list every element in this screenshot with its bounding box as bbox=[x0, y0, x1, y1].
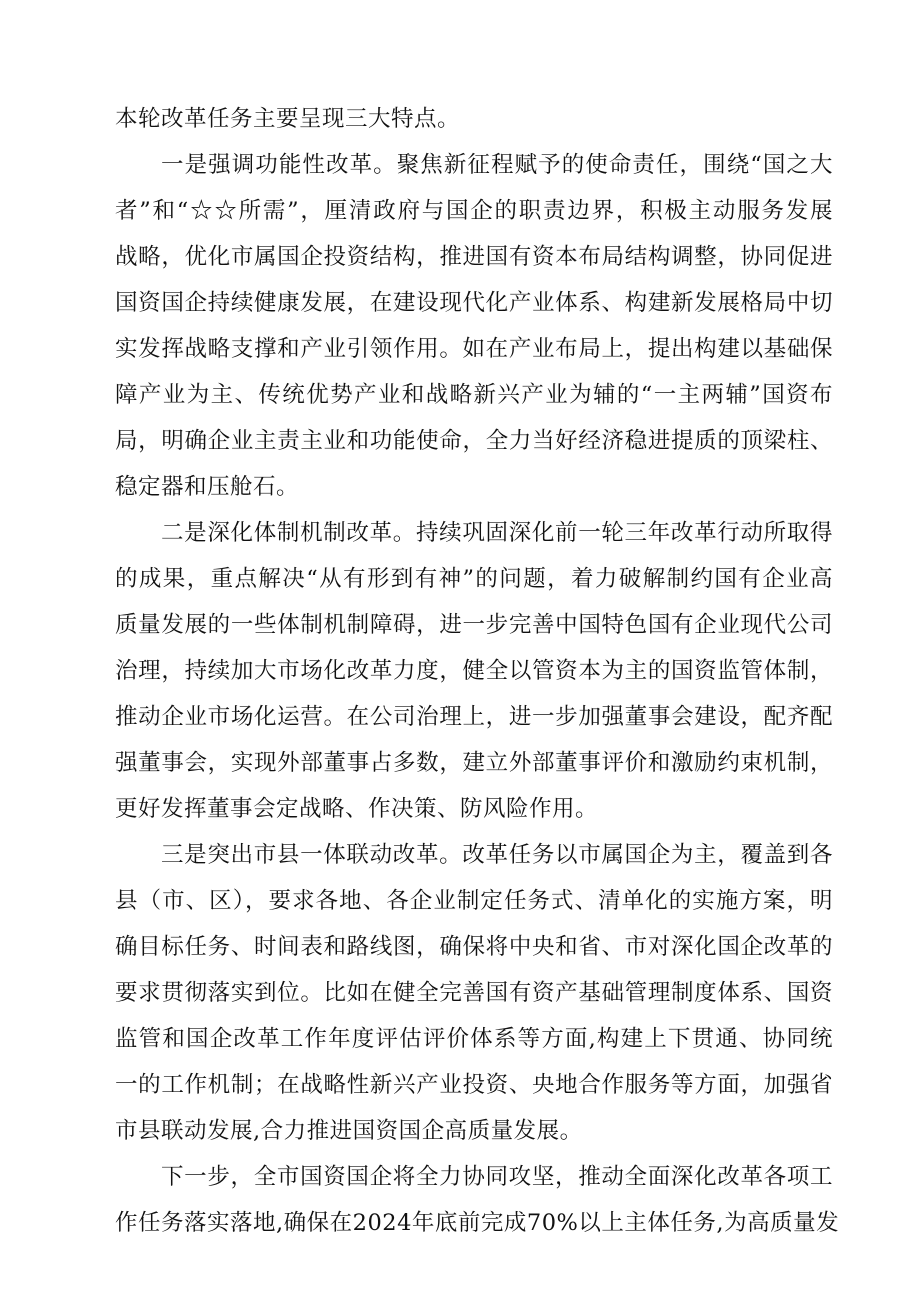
text-line: 实发挥战略支撑和产业引领作用。如在产业布局上，提出构建以基础保 bbox=[115, 336, 833, 362]
text-line: 作任务落实落地,确保在2024年底前完成70%以上主体任务,为高质量发 bbox=[115, 1210, 840, 1236]
paragraph-2-start: 二是深化体制机制改革。持续巩固深化前一轮三年改革行动所取得 bbox=[161, 520, 833, 546]
document-body bbox=[115, 96, 840, 1246]
text-line: 者”和“☆☆所需”，厘清政府与国企的职责边界，积极主动服务发展 bbox=[115, 198, 833, 224]
text-line: 治理，持续加大市场化改革力度，健全以管资本为主的国资监管体制， bbox=[115, 658, 833, 684]
text-line: 强董事会，实现外部董事占多数，建立外部董事评价和激励约束机制， bbox=[115, 750, 833, 776]
text-line: 市县联动发展,合力推进国资国企高质量发展。 bbox=[115, 1118, 583, 1144]
text-line: 更好发挥董事会定战略、作决策、防风险作用。 bbox=[115, 796, 599, 822]
text-line: 推动企业市场化运营。在公司治理上，进一步加强董事会建设，配齐配 bbox=[115, 704, 833, 730]
text-line: 要求贯彻落实到位。比如在健全完善国有资产基础管理制度体系、国资 bbox=[115, 980, 833, 1006]
text-line: 稳定器和压舱石。 bbox=[115, 474, 300, 500]
text-line: 一的工作机制；在战略性新兴产业投资、央地合作服务等方面，加强省 bbox=[115, 1072, 833, 1098]
text-line: 质量发展的一些体制机制障碍，进一步完善中国特色国有企业现代公司 bbox=[115, 612, 833, 638]
paragraph-1-start: 一是强调功能性改革。聚焦新征程赋予的使命责任，围绕“国之大 bbox=[161, 152, 833, 178]
text-line: 局，明确企业主责主业和功能使命，全力当好经济稳进提质的顶梁柱、 bbox=[115, 428, 833, 454]
text-line: 县（市、区），要求各地、各企业制定任务式、清单化的实施方案，明 bbox=[115, 888, 833, 914]
text-line: 本轮改革任务主要呈现三大特点。 bbox=[115, 106, 461, 132]
text-line: 战略，优化市属国企投资结构，推进国有资本布局结构调整，协同促进 bbox=[115, 244, 833, 270]
paragraph-3-start: 三是突出市县一体联动改革。改革任务以市属国企为主，覆盖到各 bbox=[161, 842, 833, 868]
text-line: 监管和国企改革工作年度评估评价体系等方面,构建上下贯通、协同统 bbox=[115, 1026, 833, 1052]
text-line: 障产业为主、传统优势产业和战略新兴产业为辅的“一主两辅”国资布 bbox=[115, 382, 833, 408]
text-line: 国资国企持续健康发展，在建设现代化产业体系、构建新发展格局中切 bbox=[115, 290, 833, 316]
text-line: 的成果，重点解决“从有形到有神”的问题，着力破解制约国有企业高 bbox=[115, 566, 833, 592]
text-line: 确目标任务、时间表和路线图，确保将中央和省、市对深化国企改革的 bbox=[115, 934, 833, 960]
paragraph-4-start: 下一步，全市国资国企将全力协同攻坚，推动全面深化改革各项工 bbox=[161, 1164, 833, 1190]
